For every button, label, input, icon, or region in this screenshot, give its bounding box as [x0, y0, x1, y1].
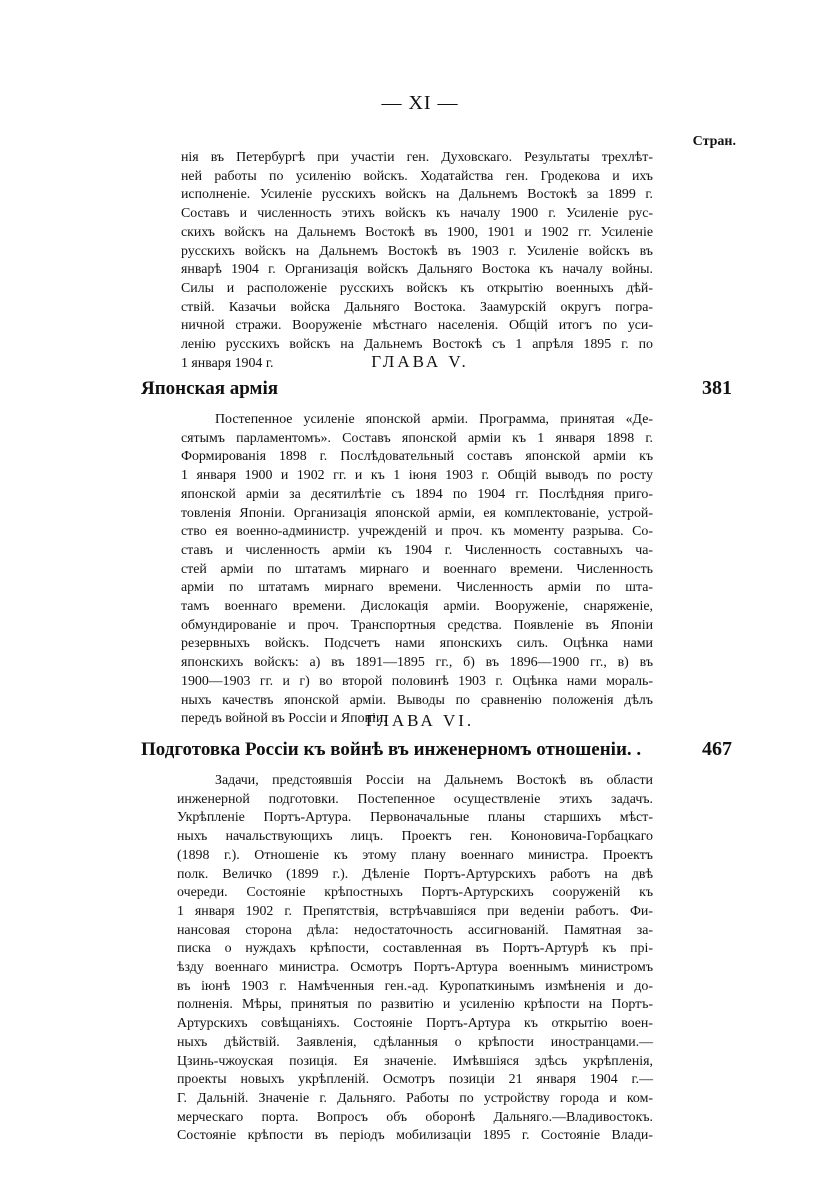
- chapter-5-heading: ГЛАВА V.: [371, 352, 469, 371]
- text-line: Артурскихъ совѣщаніяхъ. Состояніе Портъ-Артура къ открытію воен-: [177, 1016, 653, 1032]
- chapter-5-title: Японская армія: [141, 378, 279, 399]
- text-line: ствій. Казачьи войска Дальняго Востока. Заамурскій округъ погра-: [181, 299, 653, 315]
- text-line: нансовая сторона дѣла: недостаточность ассигнованій. Памятная за-: [177, 922, 653, 938]
- text-line: 1 января 1904 г.: [181, 355, 274, 371]
- text-line: ничной стражи. Вооруженіе мѣстнаго населенія. Общій итогъ по уси-: [181, 318, 653, 334]
- text-line: январѣ 1904 г. Организація войскъ Дальняго Востока къ началу войны.: [181, 262, 653, 278]
- text-line: ныхъ дѣйствій. Заявленія, сдѣланныя о крѣпости иностранцами.—: [177, 1034, 653, 1050]
- text-line: товленія Японіи. Организація японской арміи, ея комплектованіе, устрой-: [181, 505, 653, 521]
- chapter-6-summary: [177, 772, 653, 1146]
- text-line: сятымъ парламентомъ». Составъ японской арміи къ 1 января 1898 г.: [181, 430, 653, 446]
- text-line: въ іюнѣ 1903 г. Намѣченныя ген.-ад. Куропаткинымъ измѣненія и до-: [177, 978, 653, 994]
- text-line: Г. Дальній. Значеніе г. Дальняго. Работы по устройству города и ком-: [177, 1090, 653, 1106]
- text-line: Формированія 1898 г. Послѣдовательный составъ японской арміи къ: [181, 449, 653, 465]
- text-line: исполненіе. Усиленіе русскихъ войскъ на Дальнемъ Востокѣ за 1899 г.: [181, 187, 653, 203]
- chapter-6-title: Подготовка Россіи къ войнѣ въ инженерномъ отношеніи. .: [141, 739, 642, 760]
- text-line: (1898 г.). Отношеніе къ этому плану военнаго министра. Проектъ: [177, 847, 653, 863]
- chapter-5-page-number: 381: [702, 377, 732, 399]
- text-line: Составъ и численность этихъ войскъ къ началу 1900 г. Усиленіе рус-: [181, 206, 653, 222]
- text-line: японскихъ войскъ: а) въ 1891—1895 гг., б) въ 1896—1900 гг., в) въ: [181, 655, 653, 671]
- text-line: японской арміи за десятилѣтіе съ 1894 по 1904 гг. Послѣдняя приго-: [181, 486, 653, 502]
- chapter-5-summary: [181, 411, 653, 729]
- text-line: ство ея военно-администр. учрежденій и проч. къ моменту разрыва. Со-: [181, 524, 653, 540]
- text-line: полненія. Мѣры, принятыя по развитію и усиленію крѣпости на Портъ-: [177, 997, 653, 1013]
- text-line: инженерной подготовки. Постепенное осуществленіе этихъ задачъ.: [177, 791, 653, 807]
- text-line: Укрѣпленіе Портъ-Артура. Первоначальные планы старшихъ мѣст-: [177, 810, 653, 826]
- text-line: 1900—1903 гг. и г) во второй половинѣ 1903 г. Оцѣнка нами мораль-: [181, 673, 653, 689]
- text-line: передъ войной въ Россіи и Японіи.: [181, 711, 387, 727]
- text-line: Состояніе крѣпости въ періодъ мобилизаціи 1895 г. Состояніе Влади-: [177, 1128, 653, 1144]
- page-number: — XI —: [381, 92, 459, 114]
- page-column-label: Стран.: [692, 134, 736, 149]
- text-line: нія въ Петербургѣ при участіи ген. Духовскаго. Результаты трехлѣт-: [181, 150, 653, 165]
- chapter-6-heading: ГЛАВА VI.: [365, 711, 475, 730]
- text-line: стей арміи по штатамъ мирнаго и военнаго времени. Численность: [181, 561, 653, 577]
- text-line: 1 января 1900 и 1902 гг. и къ 1 іюня 1903 г. Общій выводъ по росту: [181, 468, 653, 484]
- text-line: скихъ войскъ на Дальнемъ Востокѣ въ 1900, 1901 и 1902 гг. Усиленіе: [181, 224, 653, 240]
- text-line: арміи по штатамъ мирнаго времени. Численность арміи по шта-: [181, 580, 653, 596]
- text-line: Задачи, предстоявшія Россіи на Дальнемъ Востокѣ въ области: [215, 773, 653, 788]
- intro-paragraph: [181, 149, 653, 373]
- text-line: Силы и расположеніе русскихъ войскъ къ открытію военныхъ дѣй-: [181, 280, 653, 296]
- text-line: проекты новыхъ укрѣпленій. Осмотръ позиціи 21 января 1904 г.—: [177, 1072, 653, 1088]
- text-line: полк. Величко (1899 г.). Дѣленіе Портъ-Артурскихъ работъ на двѣ: [177, 866, 653, 882]
- text-line: резервныхъ войскъ. Подсчетъ нами японскихъ силъ. Оцѣнка нами: [181, 636, 653, 652]
- text-line: обмундированіе и проч. Транспортныя средства. Появленіе въ Японіи: [181, 617, 653, 633]
- text-line: мерческаго порта. Вопросъ объ оборонѣ Дальняго.—Владивостокъ.: [177, 1109, 653, 1125]
- text-line: ставъ и численность арміи къ 1904 г. Численность составныхъ ча-: [181, 542, 653, 558]
- text-line: Цзинь-чжоуская позиція. Ея значеніе. Имѣвшіяся здѣсь укрѣпленія,: [177, 1053, 653, 1069]
- chapter-6-page-number: 467: [702, 738, 732, 760]
- text-line: тамъ военнаго времени. Дислокація арміи. Вооруженіе, снаряженіе,: [181, 599, 653, 615]
- text-line: 1 января 1902 г. Препятствія, встрѣчавшіяся при веденіи работъ. Фи-: [177, 903, 653, 919]
- text-line: ней работы по усиленію войскъ. Ходатайства ген. Гродекова и ихъ: [181, 168, 653, 184]
- text-line: ѣзду военнаго министра. Осмотръ Портъ-Артура военнымъ министромъ: [177, 960, 653, 976]
- text-line: писка о нуждахъ крѣпости, составленная въ Портъ-Артурѣ къ прі-: [177, 941, 653, 957]
- text-line: очереди. Состояніе крѣпостныхъ Портъ-Артурскихъ сооруженій къ: [177, 885, 653, 901]
- text-line: ныхъ начальствующихъ лицъ. Проектъ ген. Кононовича-Горбацкаго: [177, 829, 653, 845]
- text-line: Постепенное усиленіе японской арміи. Программа, принятая «Де-: [215, 412, 653, 427]
- text-line: ленію русскихъ войскъ на Дальнемъ Востокѣ съ 1 апрѣля 1895 г. по: [181, 337, 653, 353]
- text-line: ныхъ качествъ японской арміи. Выводы по сравненію положенія дѣлъ: [181, 692, 653, 708]
- text-line: русскихъ войскъ на Дальнемъ Востокѣ въ 1903 г. Усиленіе войскъ въ: [181, 243, 653, 259]
